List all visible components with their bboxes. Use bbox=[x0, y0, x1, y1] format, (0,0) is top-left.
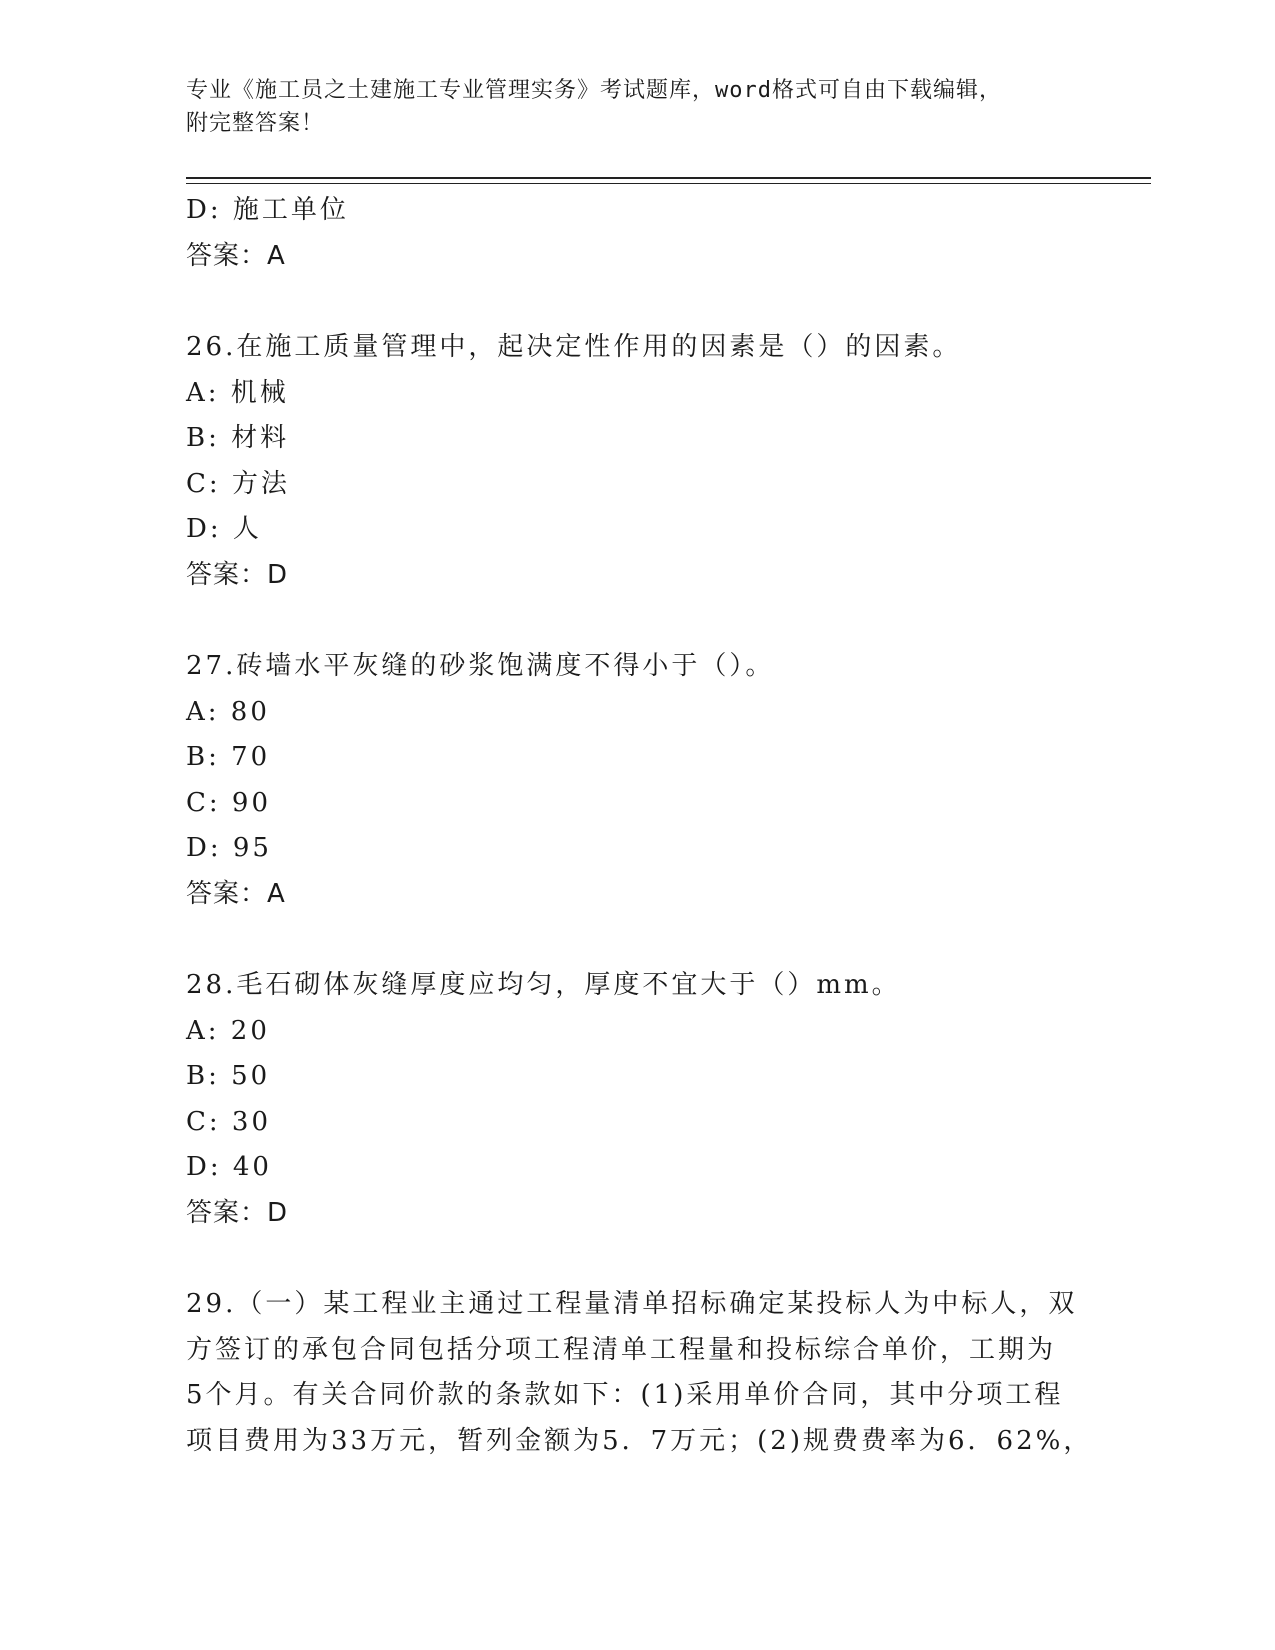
option-c: C: 30 bbox=[186, 1106, 272, 1137]
answer: 答案：D bbox=[186, 1197, 289, 1228]
spacer bbox=[186, 279, 1086, 325]
header-divider-thick bbox=[186, 177, 1151, 179]
question-26 bbox=[186, 325, 1086, 598]
option-b: B: 70 bbox=[186, 742, 271, 772]
option-d: D: 人 bbox=[186, 514, 262, 544]
spacer bbox=[186, 1236, 1086, 1282]
prev-answer: 答案：A bbox=[186, 240, 286, 271]
option-a: A: 机械 bbox=[186, 377, 289, 408]
spacer bbox=[186, 598, 1086, 644]
option-c: C: 90 bbox=[186, 787, 272, 818]
header-line-2: 附完整答案！ bbox=[186, 111, 325, 136]
question-27 bbox=[186, 644, 1086, 917]
option-b: B: 50 bbox=[186, 1061, 271, 1091]
spacer bbox=[186, 917, 1086, 963]
question-28 bbox=[186, 963, 1086, 1236]
option-d: D: 95 bbox=[186, 833, 272, 863]
question-text-line: 方签订的承包合同包括分项工程清单工程量和投标综合单价，工期为 bbox=[186, 1334, 1057, 1365]
header-line-1: 专业《施工员之土建施工专业管理实务》考试题库，word格式可自由下载编辑， bbox=[186, 78, 1002, 103]
option-b: B: 材料 bbox=[186, 423, 290, 453]
question-text-line: 29.（一）某工程业主通过工程量清单招标确定某投标人为中标人，双 bbox=[186, 1289, 1078, 1319]
answer: 答案：A bbox=[186, 878, 286, 909]
document-header bbox=[186, 74, 1086, 140]
question-stem: 26.在施工质量管理中，起决定性作用的因素是（）的因素。 bbox=[186, 332, 962, 362]
answer: 答案：D bbox=[186, 559, 289, 590]
question-text-line: 项目费用为33万元，暂列金额为5．7万元；(2)规费费率为6．62%， bbox=[186, 1425, 1093, 1456]
option-a: A: 20 bbox=[186, 1015, 270, 1046]
question-stem: 27.砖墙水平灰缝的砂浆饱满度不得小于（）。 bbox=[186, 651, 775, 681]
question-content bbox=[186, 188, 1093, 1464]
question-text-line: 5个月。有关合同价款的条款如下：(1)采用单价合同，其中分项工程 bbox=[186, 1380, 1064, 1410]
question-29 bbox=[186, 1282, 1093, 1464]
prev-option-d: D: 施工单位 bbox=[186, 195, 349, 225]
question-stem: 28.毛石砌体灰缝厚度应均匀，厚度不宜大于（）mm。 bbox=[186, 970, 901, 1000]
option-d: D: 40 bbox=[186, 1152, 272, 1182]
header-divider-thin bbox=[186, 183, 1151, 184]
option-a: A: 80 bbox=[186, 696, 270, 727]
option-c: C: 方法 bbox=[186, 468, 290, 499]
